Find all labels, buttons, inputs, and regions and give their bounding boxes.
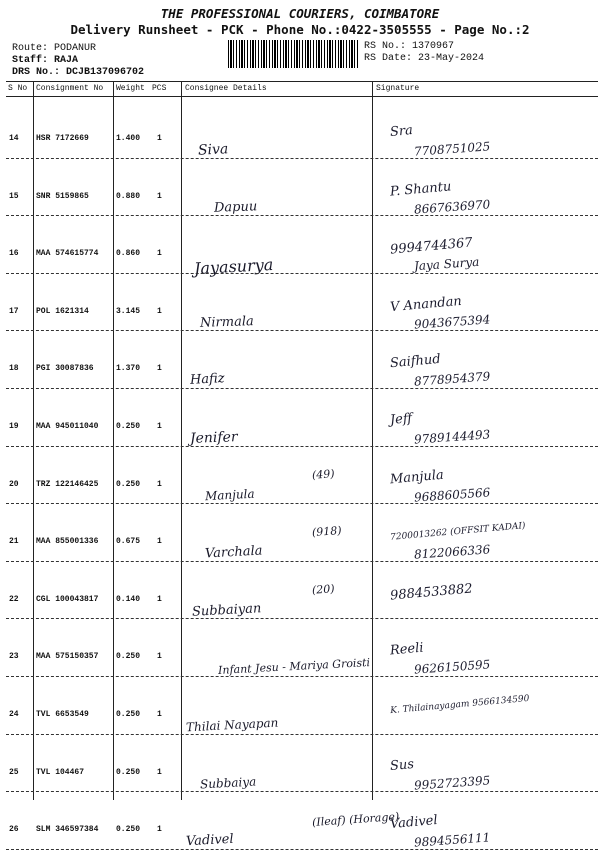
row-sno: 21 [9, 537, 19, 547]
row-sno: 14 [9, 134, 19, 143]
signature-line-1: Manjula [389, 467, 445, 487]
signature-line-1: K. Thilainayagam 9566134590 [389, 693, 530, 717]
row-consignment: MAA 575150357 [36, 652, 99, 662]
col-header-pcs: PCS [152, 84, 167, 93]
consignee-handwriting: Vadivel [185, 831, 234, 850]
consignee-note: (Ileaf) (Horage) [311, 810, 400, 830]
row-sno: 16 [9, 249, 19, 259]
signature-phone: 9688605566 [413, 484, 491, 505]
runsheet-title: Delivery Runsheet - PCK - Phone No.:0422-3505555 - Page No.:2 [70, 22, 530, 37]
row-weight: 0.880 [116, 191, 141, 201]
staff-value: RAJA [54, 55, 79, 66]
company-title: THE PROFESSIONAL COURIERS, COIMBATORE [160, 6, 440, 21]
row-divider [6, 446, 598, 447]
route-value: PODANUR [54, 43, 97, 54]
signature-line-1: P. Shantu [389, 178, 452, 200]
row-sno: 19 [9, 422, 19, 431]
header-bottom-border [6, 96, 598, 97]
row-sno: 24 [9, 710, 19, 719]
row-pcs: 1 [157, 364, 162, 374]
row-divider [6, 618, 598, 619]
row-weight: 0.250 [116, 710, 141, 719]
row-consignment: MAA 855001336 [36, 537, 99, 547]
rs-no-value: 1370967 [412, 41, 455, 52]
row-pcs: 1 [157, 422, 162, 431]
drs-label: DRS No.: [12, 67, 61, 78]
row-pcs: 1 [157, 191, 162, 201]
row-consignment: MAA 945011040 [36, 422, 99, 431]
barcode-image [228, 40, 358, 68]
row-divider [6, 215, 598, 216]
row-pcs: 1 [157, 767, 162, 777]
col-header-signature: Signature [376, 84, 420, 93]
row-divider [6, 561, 598, 562]
consignee-handwriting: Siva [197, 141, 229, 159]
staff-label: Staff: [12, 55, 49, 66]
route-line [12, 43, 96, 54]
table-top-border [6, 81, 598, 82]
row-weight: 0.140 [116, 594, 141, 604]
route-label: Route: [12, 43, 49, 54]
signature-phone: 9043675394 [413, 312, 491, 332]
consignee-note: (918) [311, 524, 343, 540]
signature-phone: 9894556111 [413, 830, 491, 850]
consignee-handwriting: Varchala [204, 543, 263, 562]
col-divider [181, 82, 182, 800]
consignee-handwriting: Hafiz [189, 371, 225, 389]
row-weight: 0.250 [116, 422, 141, 431]
col-header-consignee: Consignee Details [185, 84, 267, 93]
drs-line [12, 67, 144, 78]
row-divider [6, 330, 598, 331]
signature-line-1: 9994744367 [389, 235, 474, 258]
row-pcs: 1 [157, 249, 162, 259]
row-weight: 0.675 [116, 537, 141, 547]
row-weight: 1.400 [116, 134, 141, 143]
col-divider [33, 82, 34, 800]
row-divider [6, 503, 598, 504]
consignee-handwriting: Jenifer [189, 429, 238, 447]
signature-line-1: 9884533882 [389, 581, 474, 604]
rs-no-line [364, 41, 454, 52]
row-divider [6, 734, 598, 735]
row-pcs: 1 [157, 537, 162, 547]
row-weight: 1.370 [116, 364, 141, 374]
consignee-handwriting: Subbaiya [199, 774, 257, 792]
consignee-handwriting: Manjula [204, 486, 255, 503]
consignee-note: (20) [311, 582, 336, 597]
row-consignment: TVL 6653549 [36, 710, 89, 719]
row-consignment: HSR 7172669 [36, 134, 89, 143]
row-weight: 0.250 [116, 652, 141, 662]
row-weight: 0.250 [116, 479, 141, 489]
signature-phone: 7708751025 [413, 139, 491, 159]
row-pcs: 1 [157, 134, 162, 143]
row-divider [6, 791, 598, 792]
col-header-sno: S No [8, 84, 28, 93]
row-weight: 3.145 [116, 306, 141, 316]
col-header-weight: Weight [116, 84, 145, 93]
signature-line-1: Jeff [389, 411, 413, 428]
signature-phone: 9952723395 [413, 772, 491, 793]
signature-phone: 9626150595 [413, 657, 491, 678]
consignee-handwriting: Subbaiyan [191, 600, 262, 620]
row-sno: 20 [9, 479, 19, 489]
consignee-handwriting: Thilai Nayapan [185, 715, 279, 735]
signature-line-1: 7200013262 (OFFSIT KADAI) [389, 521, 526, 544]
row-sno: 25 [9, 767, 19, 777]
row-consignment: MAA 574615774 [36, 249, 99, 259]
row-divider [6, 388, 598, 389]
row-divider [6, 676, 598, 677]
signature-phone: 8778954379 [413, 369, 491, 390]
signature-line-1: Sra [389, 123, 414, 140]
row-pcs: 1 [157, 825, 162, 835]
consignee-handwriting: Infant Jesu - Mariya Groisti [217, 656, 371, 678]
signature-line-1: V Anandan [389, 293, 463, 315]
row-consignment: SLM 346597384 [36, 825, 99, 835]
row-pcs: 1 [157, 652, 162, 662]
row-sno: 26 [9, 825, 19, 835]
row-sno: 22 [9, 594, 19, 604]
row-weight: 0.250 [116, 767, 141, 777]
signature-phone: 8667636970 [413, 196, 491, 217]
row-sno: 23 [9, 652, 19, 662]
col-divider [113, 82, 114, 800]
signature-line-1: Sus [389, 756, 415, 774]
row-consignment: POL 1621314 [36, 306, 89, 316]
signature-phone: Jaya Surya [413, 254, 480, 274]
row-weight: 0.860 [116, 249, 141, 259]
row-sno: 17 [9, 306, 19, 316]
rs-date-value: 23-May-2024 [418, 53, 485, 64]
row-sno: 18 [9, 364, 19, 374]
row-pcs: 1 [157, 710, 162, 719]
rs-no-label: RS No.: [364, 41, 407, 52]
drs-value: DCJB137096702 [66, 67, 145, 78]
signature-phone: 9789144493 [413, 427, 491, 447]
consignee-note: (49) [311, 466, 336, 482]
row-consignment: SNR 5159865 [36, 191, 89, 201]
consignee-handwriting: Dapuu [213, 198, 258, 216]
row-pcs: 1 [157, 479, 162, 489]
col-divider [372, 82, 373, 800]
row-consignment: TRZ 122146425 [36, 479, 99, 489]
consignee-handwriting: Jayasurya [193, 255, 274, 279]
row-consignment: CGL 100043817 [36, 594, 99, 604]
rs-date-line [364, 53, 484, 64]
staff-line [12, 55, 78, 66]
signature-phone: 8122066336 [413, 542, 491, 562]
row-weight: 0.250 [116, 825, 141, 835]
row-divider [6, 273, 598, 274]
row-pcs: 1 [157, 306, 162, 316]
row-divider [6, 158, 598, 159]
consignee-handwriting: Nirmala [199, 313, 254, 331]
rs-date-label: RS Date: [364, 53, 413, 64]
col-header-consignment: Consignment No [36, 84, 104, 93]
row-pcs: 1 [157, 594, 162, 604]
row-consignment: TVL 104467 [36, 767, 85, 777]
row-sno: 15 [9, 191, 19, 201]
signature-line-1: Reeli [389, 640, 425, 659]
row-consignment: PGI 30087836 [36, 364, 94, 374]
signature-line-1: Vadivel [389, 813, 439, 833]
signature-line-1: Saifhud [389, 352, 442, 372]
